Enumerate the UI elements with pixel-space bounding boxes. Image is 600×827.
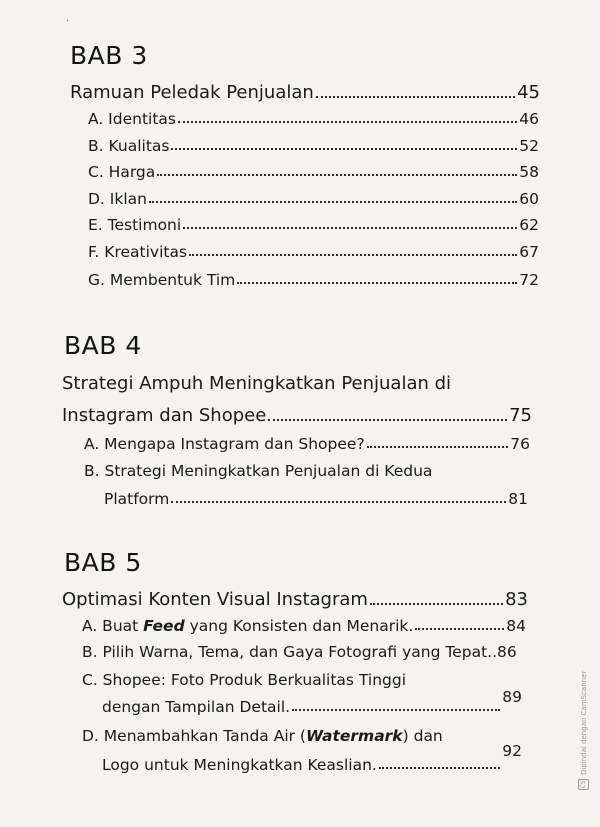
bab-4-chapter	[62, 405, 532, 426]
item-title: Platform	[104, 490, 170, 508]
dot-leader	[171, 148, 517, 150]
item-title: B. Kualitas	[88, 137, 170, 155]
item-title: G. Membentuk Tim	[88, 271, 236, 289]
toc-item	[88, 163, 539, 181]
dot-leader	[316, 96, 515, 98]
toc-item	[88, 243, 539, 261]
toc-item	[102, 742, 522, 774]
camscanner-logo: CS	[580, 780, 587, 789]
page-number: 76	[510, 435, 530, 453]
toc-item	[104, 490, 528, 508]
bab-5-chapter	[62, 589, 528, 610]
page-number: 60	[519, 190, 539, 208]
dot-leader	[237, 282, 517, 284]
toc-item	[82, 643, 526, 661]
item-title: A. Identitas	[88, 110, 176, 128]
toc-item	[88, 271, 539, 289]
chapter-title: Ramuan Peledak Penjualan	[70, 82, 314, 103]
item-text: A. Buat	[82, 617, 144, 635]
item-title	[82, 617, 413, 635]
item-title-line-1: B. Strategi Meningkatkan Penjualan di Kedua	[84, 462, 433, 480]
dot-leader	[171, 501, 506, 503]
bab-3-chapter	[70, 82, 540, 103]
chapter-title: Optimasi Konten Visual Instagram	[62, 589, 368, 610]
page-number: 92	[502, 742, 522, 760]
bab-5-heading: BAB 5	[64, 548, 142, 577]
item-title-line-1	[82, 727, 443, 745]
item-text: yang Konsisten dan Menarik.	[184, 617, 414, 635]
page-number: 81	[508, 490, 528, 508]
scanner-text: Dipindai dengan CamScanner	[579, 670, 588, 775]
item-text: ) dan	[402, 727, 443, 745]
dot-leader	[157, 174, 517, 176]
page-number: 84	[506, 617, 526, 635]
page-number: 72	[519, 271, 539, 289]
dot-leader	[149, 201, 517, 203]
page-number: 52	[519, 137, 539, 155]
page-number: 89	[502, 688, 522, 706]
page-number: 46	[519, 110, 539, 128]
scanner-watermark	[578, 671, 589, 790]
toc-item	[88, 110, 539, 128]
toc-item	[88, 137, 539, 155]
toc-item	[102, 688, 522, 716]
page-number: 86	[497, 643, 517, 661]
bab-4-heading: BAB 4	[64, 331, 142, 360]
dot-leader	[178, 121, 517, 123]
chapter-title: Instagram dan Shopee	[62, 405, 267, 426]
chapter-title-line-1: Strategi Ampuh Meningkatkan Penjualan di	[62, 373, 452, 394]
toc-item	[84, 435, 530, 453]
dot-leader	[415, 628, 504, 630]
page-number: 67	[519, 243, 539, 261]
page-number: 45	[517, 82, 540, 103]
dot-leader	[370, 603, 503, 605]
item-title: C. Harga	[88, 163, 156, 181]
page-number: 58	[519, 163, 539, 181]
item-title: E. Testimoni	[88, 216, 182, 234]
item-title: B. Pilih Warna, Tema, dan Gaya Fotografi yang Tepat..	[82, 643, 497, 661]
item-title: Logo untuk Meningkatkan Keaslian.	[102, 756, 377, 774]
toc-item	[82, 617, 526, 635]
item-title-line-1: C. Shopee: Foto Produk Berkualitas Tinggi	[82, 671, 407, 689]
dot-leader	[379, 767, 500, 769]
item-title: dengan Tampilan Detail.	[102, 698, 291, 716]
item-emphasis: Feed	[143, 617, 185, 635]
dot-leader	[292, 709, 500, 711]
item-emphasis: Watermark	[305, 727, 403, 745]
item-title: A. Mengapa Instagram dan Shopee?	[84, 435, 365, 453]
item-title: F. Kreativitas	[88, 243, 188, 261]
page-number: 83	[505, 589, 528, 610]
toc-item	[88, 216, 539, 234]
stray-mark: .	[66, 14, 69, 24]
dot-leader	[268, 419, 507, 421]
item-text: D. Menambahkan Tanda Air (	[82, 727, 306, 745]
page-number: 62	[519, 216, 539, 234]
dot-leader	[189, 254, 517, 256]
toc-item	[88, 190, 539, 208]
item-title: D. Iklan	[88, 190, 147, 208]
dot-leader	[367, 446, 509, 448]
page-number: 75	[509, 405, 532, 426]
dot-leader	[183, 227, 517, 229]
bab-3-heading: BAB 3	[70, 41, 148, 70]
